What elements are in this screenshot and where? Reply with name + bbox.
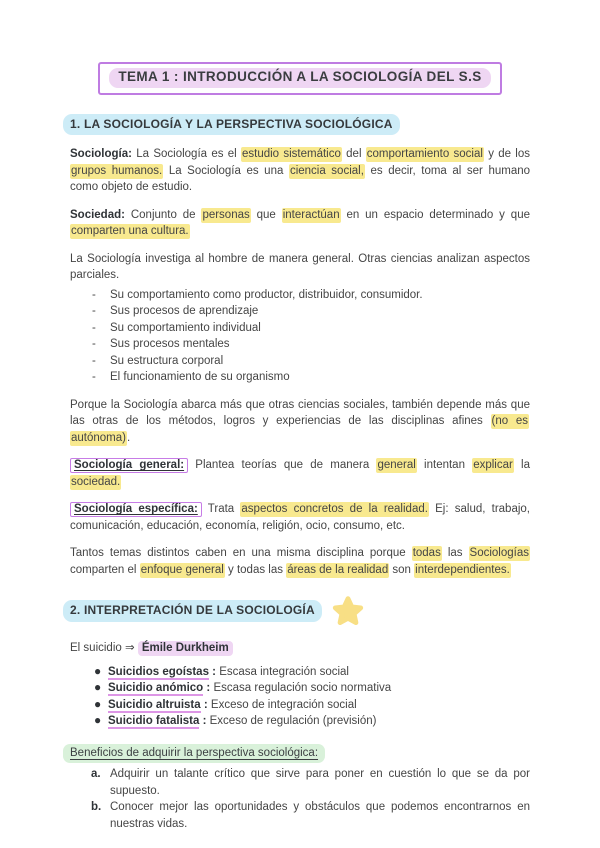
list-item [70, 303, 530, 320]
section2-heading-row [70, 593, 530, 629]
yellow-highlight: estudio sistemático [241, 148, 341, 160]
list-item [70, 336, 530, 353]
bullet-marker: ● [94, 696, 102, 711]
pink-highlight: Émile Durkheim [138, 641, 233, 656]
partial-aspects-list [70, 287, 530, 386]
list-item-text: Su estructura corporal [110, 354, 224, 367]
paragraph-depende [70, 397, 530, 447]
paragraph-suicidio-durkheim [70, 640, 530, 657]
term-separator: : [203, 682, 214, 694]
list-item [70, 766, 530, 799]
text-segment: El suicidio ⇒ [70, 642, 138, 654]
list-item [70, 713, 530, 730]
section2-heading: 2. INTERPRETACIÓN DE LA SOCIOLOGÍA [63, 600, 322, 622]
text-segment: La Sociología es una [163, 164, 289, 177]
list-item [70, 664, 530, 681]
yellow-highlight: general [377, 459, 416, 471]
text-segment: Porque la Sociología abarca más que otras ciencias sociales, también depende más que las otras de los métodos, logros y experiencias de las disciplinas afines [70, 398, 530, 427]
suicide-term: Suicidio altruista [108, 698, 201, 711]
paragraph-sociologia-especifica [70, 501, 530, 534]
list-item-text: El funcionamiento de su organismo [110, 371, 290, 383]
yellow-highlight: ciencia social, [289, 164, 364, 177]
list-item [70, 320, 530, 337]
yellow-highlight: aspectos concretos de la realidad. [241, 503, 428, 515]
dash-marker: - [92, 371, 96, 383]
paragraph-sociologia-definition [70, 146, 530, 196]
text-segment: comparten el [70, 563, 140, 576]
yellow-highlight: todas [412, 547, 441, 559]
yellow-highlight: enfoque general [140, 563, 224, 576]
letter-marker: b. [91, 801, 102, 813]
text-segment: Trata [201, 503, 241, 515]
yellow-highlight: personas [202, 208, 250, 221]
yellow-highlight: Sociologías [469, 547, 529, 559]
text-segment: . [126, 431, 131, 444]
dash-marker: - [92, 338, 96, 350]
suicide-term: Suicidio fatalista [108, 715, 200, 727]
text-segment: del [341, 148, 366, 160]
benefit-text: Adquirir un talante crítico que sirve para poner en cuestión lo que se da por supuesto. [110, 768, 530, 797]
benefits-heading: Beneficios de adquirir la perspectiva sociológica: [63, 744, 325, 764]
paragraph-sociologia-general [70, 457, 530, 490]
list-item [70, 353, 530, 370]
text-segment: en un espacio determinado y que [340, 208, 530, 221]
yellow-highlight: interactúan [282, 208, 340, 221]
document-title-box [98, 62, 502, 95]
suicide-description: Escasa regulación socio normativa [213, 682, 392, 694]
list-item-text: Su comportamiento como productor, distribuidor, consumidor. [110, 288, 423, 301]
benefits-heading-row [70, 744, 530, 764]
text-segment: Ej: salud, trabajo, comunicación, educación, economía, religión, ocio, consumo, etc. [70, 503, 530, 532]
boxed-term: Sociología general: [70, 458, 188, 473]
section1-heading-row [70, 114, 530, 136]
term-separator: : [199, 715, 210, 727]
bold-text: Sociología: [70, 148, 137, 160]
list-item [70, 369, 530, 386]
text-segment: La Sociología investiga al hombre de manera general. Otras ciencias analizan aspectos parciales. [70, 252, 530, 281]
bullet-marker: ● [94, 713, 102, 727]
text-segment: Tantos temas distintos caben en una misma disciplina porque [70, 547, 412, 559]
text-segment: que [250, 208, 282, 221]
dash-marker: - [92, 321, 96, 334]
text-segment: y todas las [224, 563, 287, 576]
suicide-term: Suicidios egoístas [108, 665, 209, 678]
bold-text: Sociedad: [70, 208, 131, 221]
text-segment: la [513, 459, 530, 471]
dash-marker: - [92, 305, 96, 317]
list-item-text: Su comportamiento individual [110, 321, 261, 334]
text-segment: Conjunto de [130, 208, 202, 221]
text-segment: intentan [416, 459, 473, 471]
letter-marker: a. [91, 768, 101, 780]
benefit-text: Conocer mejor las oportunidades y obstáculos que podemos encontrarnos en nuestras vidas. [110, 801, 530, 830]
list-item-text: Sus procesos mentales [110, 338, 230, 350]
document-title: TEMA 1 : INTRODUCCIÓN A LA SOCIOLOGÍA DEL S.S [109, 68, 490, 88]
suicide-description: Exceso de integración social [210, 698, 357, 711]
suicide-types-list [70, 664, 530, 730]
text-segment: y de los [483, 148, 531, 160]
yellow-highlight: (no es autónoma) [71, 415, 528, 444]
yellow-highlight: interdependientes. [415, 563, 510, 576]
term-separator: : [200, 698, 211, 711]
paragraph-tantos-temas [70, 545, 530, 578]
yellow-highlight: áreas de la realidad [287, 563, 389, 576]
text-segment: son [389, 563, 415, 576]
boxed-term: Sociología específica: [70, 502, 202, 517]
star-icon [331, 595, 365, 629]
bullet-marker: ● [94, 680, 102, 694]
benefits-list [70, 766, 530, 832]
yellow-highlight: explicar [473, 459, 513, 471]
list-item-text: Sus procesos de aprendizaje [110, 305, 259, 317]
text-segment: es decir, toma al ser humano como objeto de estudio. [70, 164, 531, 193]
suicide-description: Exceso de regulación (previsión) [209, 715, 377, 727]
text-segment: Plantea teorías que de manera [188, 459, 377, 471]
yellow-highlight: comportamiento social [366, 148, 483, 160]
dash-marker: - [92, 354, 96, 367]
section1-heading: 1. LA SOCIOLOGÍA Y LA PERSPECTIVA SOCIOLÓGICA [63, 114, 400, 136]
text-segment: La Sociología es el [136, 148, 241, 160]
dash-marker: - [92, 288, 96, 301]
list-item [70, 799, 530, 832]
yellow-highlight: grupos humanos. [71, 164, 163, 177]
yellow-highlight: comparten una cultura. [71, 225, 189, 237]
list-item [70, 697, 530, 714]
bullet-marker: ● [94, 663, 102, 678]
suicide-term: Suicidio anómico [108, 682, 204, 694]
list-item [70, 680, 530, 697]
paragraph-sociedad-definition [70, 207, 530, 240]
paragraph-investiga [70, 251, 530, 284]
suicide-description: Escasa integración social [219, 665, 349, 678]
text-segment: las [441, 547, 469, 559]
list-item [70, 287, 530, 304]
term-separator: : [208, 665, 220, 678]
yellow-highlight: sociedad. [71, 475, 121, 488]
